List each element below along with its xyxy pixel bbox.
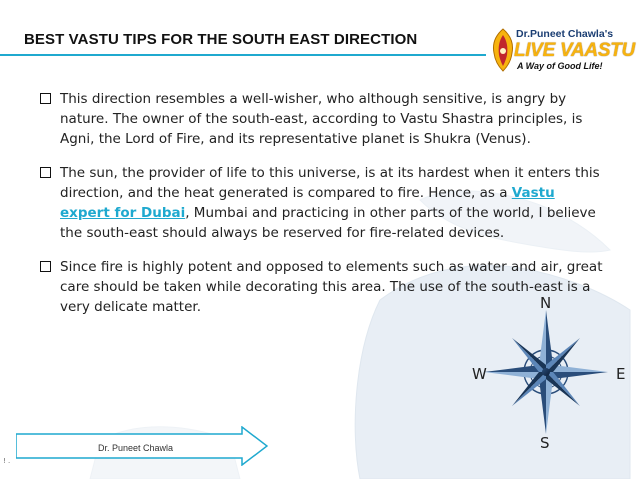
bullet-item <box>38 163 608 243</box>
compass-south-label: S <box>540 434 550 452</box>
checkbox-bullet-icon <box>40 261 51 272</box>
page-mark: ! . <box>3 457 11 465</box>
bullet-text-after: , Mumbai and practicing in other parts of the world, I believe the south-east should always be reserved for fire-related devices. <box>60 205 596 241</box>
logo-tagline: A Way of Good Life! <box>517 61 603 71</box>
vastu-expert-dubai-link[interactable]: Vastu expert for Dubai <box>60 185 555 221</box>
compass-rose <box>448 292 634 457</box>
compass-west-label: W <box>472 365 487 383</box>
logo-brand: LIVE VAASTU <box>514 40 635 61</box>
bullet-text-before: The sun, the provider of life to this universe, is at its hardest when it enters this direction, and the heat generated is compared to fire. Hence, as a <box>60 165 600 201</box>
footer-author: Dr. Puneet Chawla <box>98 443 174 453</box>
compass-north-label: N <box>540 294 552 312</box>
compass-east-label: E <box>616 365 626 383</box>
live-vaastu-logo <box>490 27 635 73</box>
bullet-text: This direction resembles a well-wisher, who although sensitive, is angry by nature. The owner of the south-east, according to Vastu Shastra principles, is Agni, the Lord of Fire, and its representative planet is Shukra (Venus). <box>60 91 583 147</box>
bullet-text: Since fire is highly potent and opposed to elements such as water and air, great care should be taken while decorating this area. The use of the south-east is a very delicate matter. <box>60 259 603 315</box>
bullet-item <box>38 89 608 149</box>
checkbox-bullet-icon <box>40 93 51 104</box>
title-underline <box>0 54 486 56</box>
slide-title: BEST VASTU TIPS FOR THE SOUTH EAST DIRECTION <box>24 31 418 48</box>
logo-name: Dr.Puneet Chawla's <box>516 28 614 40</box>
logo-emblem-icon <box>490 27 516 73</box>
checkbox-bullet-icon <box>40 167 51 178</box>
